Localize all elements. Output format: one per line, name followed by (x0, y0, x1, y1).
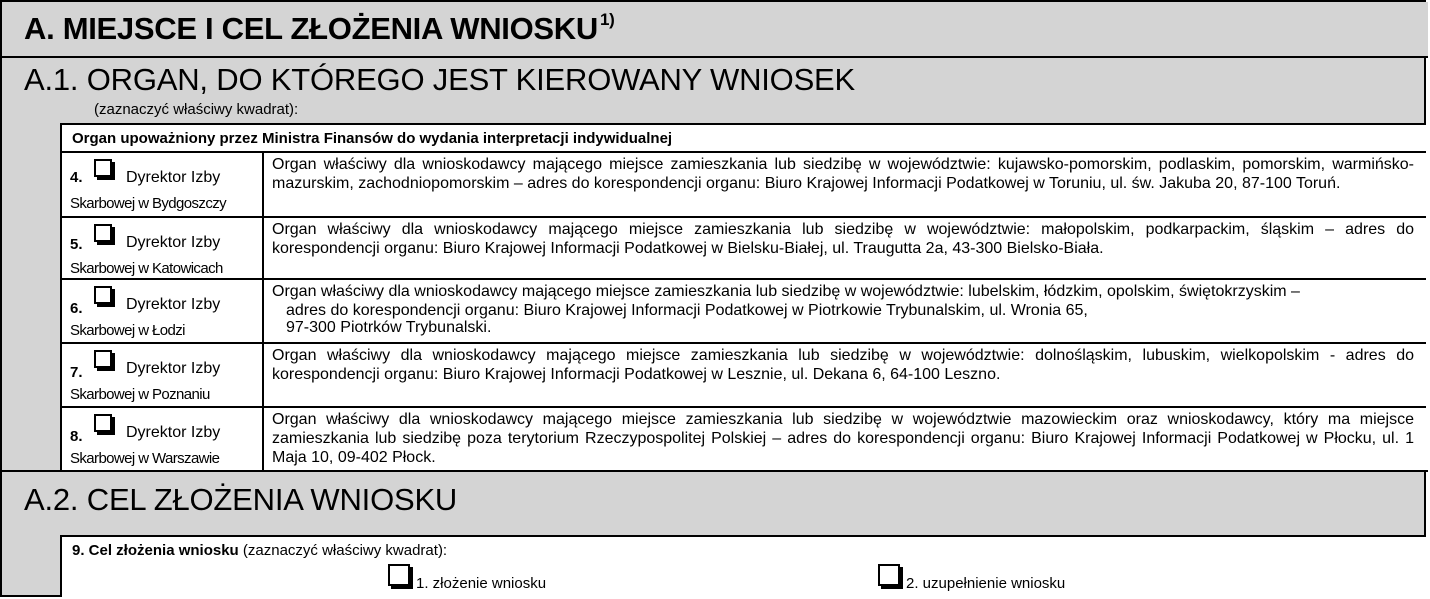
office-description: Organ właściwy dla wnioskodawcy mającego miejsce zamieszkania lub siedzibę w województwie: kujawsko-pomorskim, podlaskim, pomorskim, warmińsko-mazurskim, zachodniopomorskim – adres do korespondencji organu: Biuro Krajowej Informacji Podatkowej w Toruniu, ul. św. Jakuba 20, 87-100 Toruń. (272, 156, 1414, 192)
office-description: Organ właściwy dla wnioskodawcy mającego miejsce zamieszkania lub siedzibę w województwie: dolnośląskim, lubuskim, wielkopolskim - adres do korespondencji organu: Biuro Krajowej Informacji Podatkowej w Lesznie, ul. Dekana 6, 64-100 Leszno. (272, 347, 1414, 383)
office-name-line1: Dyrektor Izby (126, 169, 221, 186)
section-a-header (2, 2, 1428, 58)
section-a-footnote: 1) (599, 10, 615, 29)
office-description (272, 282, 1414, 335)
office-name-line2: Skarbowej w Bydgoszczy (70, 195, 227, 212)
section-a1-title: A.1. ORGAN, DO KTÓREGO JEST KIEROWANY WNIOSEK (24, 62, 856, 97)
purpose-field-label (72, 542, 447, 559)
office-checkbox-bydgoszcz[interactable] (94, 159, 112, 177)
purpose-field-label-hint: (zaznaczyć właściwy kwadrat): (238, 542, 448, 559)
purpose-checkbox-supplement[interactable] (878, 564, 900, 586)
office-name-line1: Dyrektor Izby (126, 360, 221, 377)
office-row-lodz (62, 278, 1426, 342)
office-name-line1: Dyrektor Izby (126, 234, 221, 251)
office-name-line2: Skarbowej w Katowicach (70, 260, 223, 277)
purpose-option-label: 1. złożenie wniosku (416, 575, 547, 592)
office-name-line1: Dyrektor Izby (126, 424, 221, 441)
office-number: 4. (70, 169, 83, 186)
office-checkbox-lodz[interactable] (94, 286, 112, 304)
office-cell (62, 218, 264, 278)
office-row-bydgoszcz (62, 151, 1426, 216)
office-row-warszawa (62, 406, 1426, 472)
office-row-poznan (62, 342, 1426, 406)
office-row-katowice (62, 216, 1426, 278)
purpose-option-submission[interactable] (388, 564, 588, 594)
office-cell (62, 408, 264, 472)
office-number: 6. (70, 300, 83, 317)
purpose-checkbox-submission[interactable] (388, 564, 410, 586)
section-a2-divider (2, 470, 1428, 472)
office-cell (62, 280, 264, 342)
office-name-line2: Skarbowej w Poznaniu (70, 386, 210, 403)
purpose-field (60, 535, 1426, 597)
office-description-line: Organ właściwy dla wnioskodawcy mającego miejsce zamieszkania lub siedzibę w województwie: lubelskim, łódzkim, opolskim, świętokrzyskim – (272, 283, 1300, 300)
office-cell (62, 344, 264, 406)
office-name-line2: Skarbowej w Warszawie (70, 450, 220, 467)
office-number: 7. (70, 364, 83, 381)
tax-office-table-heading: Organ upoważniony przez Ministra Finansów do wydania interpretacji indywidualnej (72, 130, 673, 147)
section-a-title-text: A. MIEJSCE I CEL ZŁOŻENIA WNIOSKU (24, 11, 598, 46)
office-name-line1: Dyrektor Izby (126, 296, 221, 313)
section-a1-hint: (zaznaczyć właściwy kwadrat): (94, 101, 299, 118)
section-a2-title: A.2. CEL ZŁOŻENIA WNIOSKU (24, 482, 458, 517)
office-description: Organ właściwy dla wnioskodawcy mającego miejsce zamieszkania lub siedzibę w województwie: małopolskim, podkarpackim, śląskim – adres do korespondencji organu: Biuro Krajowej Informacji Podatkowej w Bielsku-Białej, ul. Traugutta 2a, 43-300 Bielsko-Biała. (272, 221, 1414, 257)
office-checkbox-warszawa[interactable] (94, 414, 112, 432)
office-description-line: 97-300 Piotrków Trybunalski. (286, 319, 492, 336)
tax-office-table (60, 123, 1426, 470)
office-checkbox-katowice[interactable] (94, 224, 112, 242)
office-checkbox-poznan[interactable] (94, 350, 112, 368)
office-name-line2: Skarbowej w Łodzi (70, 322, 185, 339)
purpose-option-supplement[interactable] (878, 564, 1118, 594)
section-a-title (24, 10, 615, 47)
purpose-option-label: 2. uzupełnienie wniosku (906, 575, 1066, 592)
office-cell (62, 153, 264, 216)
office-number: 8. (70, 428, 83, 445)
office-description: Organ właściwy dla wnioskodawcy mającego miejsce zamieszkania lub siedzibę w województwie mazowieckim oraz wnioskodawcy, który ma miejsce zamieszkania lub siedzibę poza terytorium Rzeczypospolitej Polskiej – adres do korespondencji organu: Biuro Krajowej Informacji Podatkowej w Płocku, ul. 1 Maja 10, 09-402 Płock. (272, 411, 1414, 466)
office-description-line: adres do korespondencji organu: Biuro Krajowej Informacji Podatkowej w Piotrkowie Trybunalskim, ul. Wronia 65, (286, 302, 1088, 319)
purpose-field-label-bold: 9. Cel złożenia wniosku (72, 542, 239, 559)
office-number: 5. (70, 236, 83, 253)
